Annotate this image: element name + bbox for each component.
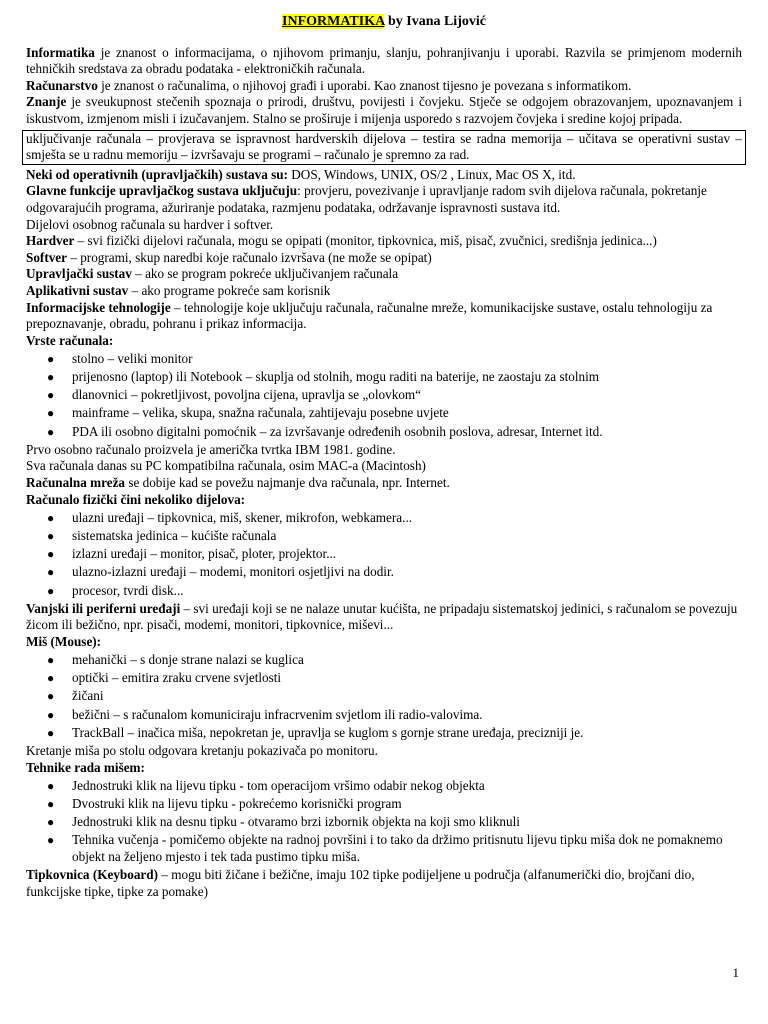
list-item-text: procesor, tvrdi disk...	[72, 582, 184, 598]
para-mreza	[26, 475, 742, 492]
list-item-text: sistematska jedinica – kućište računala	[72, 527, 277, 543]
list-item	[26, 405, 742, 422]
bullet-icon: ●	[47, 370, 55, 385]
title-main: INFORMATIKA	[282, 14, 385, 29]
definition: Dijelovi osobnog računala su hardver i softver.	[26, 216, 274, 232]
term: Neki od operativnih (upravljačkih) sustava su:	[26, 166, 288, 182]
bullet-icon: ●	[47, 833, 55, 848]
bullet-icon: ●	[47, 583, 55, 598]
para-tipkovnica	[26, 867, 742, 900]
list-dijelovi	[26, 510, 742, 599]
bullet-icon: ●	[47, 510, 55, 525]
heading-mis: Miš (Mouse):	[26, 633, 102, 649]
list-item	[26, 652, 742, 669]
term: Znanje	[26, 94, 67, 110]
list-item	[26, 670, 742, 687]
definition: – ako programe pokreće sam korisnik	[128, 282, 331, 298]
para-ibm	[26, 442, 742, 459]
term: Informatika	[26, 44, 95, 60]
bullet-icon: ●	[47, 547, 55, 562]
para-znanje	[26, 94, 742, 127]
term: Glavne funkcije upravljačkog sustava uključuju	[26, 183, 298, 199]
list-item	[26, 369, 742, 386]
bullet-icon: ●	[47, 671, 55, 686]
para-os-list	[26, 167, 742, 184]
term: Vanjski ili periferni uređaji	[26, 600, 181, 616]
term: Informacijske tehnologije	[26, 299, 171, 315]
definition: je znanost o računalima, o njihovoj građi i uporabi. Kao znanost tijesno je povezana s informatikom.	[97, 77, 632, 93]
para-os-functions	[26, 183, 742, 216]
definition: – svi uređaji koji se ne nalaze unutar kućišta, ne pripadaju sistematskoj jedinici, s računalom se povezuju žicom ili bežično, npr. pisači, modemi, monitori, tipkovnice, miševi...	[26, 600, 738, 633]
title-author: by Ivana Lijović	[387, 14, 486, 29]
heading-tehnike: Tehnike rada mišem:	[26, 759, 145, 775]
boot-sequence-box: uključivanje računala – provjerava se ispravnost hardverskih dijelova – testira se radna memorija – učitava se operativni sustav – smješta se u radnu memoriju – izvršavaju se programi – računalo je spremno za rad.	[22, 130, 746, 165]
bullet-icon: ●	[47, 424, 55, 439]
list-item	[26, 510, 742, 527]
list-item-text: ulazni uređaji – tipkovnica, miš, skener, mikrofon, webkamera...	[72, 509, 413, 525]
document-title	[26, 14, 742, 31]
term: Aplikativni sustav	[26, 282, 129, 298]
para-hardver	[26, 233, 742, 250]
term: Računalna mreža	[26, 475, 126, 490]
list-tehnike	[26, 778, 742, 866]
list-mis	[26, 652, 742, 741]
list-item	[26, 583, 742, 600]
bullet-icon: ●	[47, 725, 55, 740]
list-item	[26, 546, 742, 563]
para-upravljacki	[26, 266, 742, 283]
list-item-text: bežični – s računalom komuniciraju infracrvenim svjetlom ili radio-valovima.	[72, 706, 483, 722]
definition: Sva računala danas su PC kompatibilna računala, osim MAC-a (Macintosh)	[26, 458, 426, 474]
list-item-text: ulazno-izlazni uređaji – modemi, monitori osjetljivi na dodir.	[72, 564, 394, 580]
list-item	[26, 814, 742, 831]
list-item	[26, 796, 742, 813]
bullet-icon: ●	[47, 565, 55, 580]
definition: DOS, Windows, UNIX, OS/2 , Linux, Mac OS X, itd.	[287, 166, 576, 182]
definition: – programi, skup naredbi koje računalo izvršava (ne može se opipat)	[67, 249, 432, 265]
bullet-icon: ●	[47, 815, 55, 830]
definition: Prvo osobno računalo proizvela je američka tvrtka IBM 1981. godine.	[26, 441, 396, 457]
bullet-icon: ●	[47, 707, 55, 722]
list-item-text: mainframe – velika, skupa, snažna računala, zahtijevaju posebne uvjete	[72, 405, 449, 421]
list-item	[26, 778, 742, 795]
bullet-icon: ●	[47, 797, 55, 811]
list-vrste	[26, 351, 742, 440]
list-item-text: Tehnika vučenja - pomičemo objekte na radnoj površini i to tako da držimo pritisnutu lijevu tipku miša dok ne pomaknemo objekt na željeno mjesto i tek tada pustimo tipku miša.	[72, 832, 723, 864]
term: Tipkovnica (Keyboard)	[26, 867, 159, 883]
para-mis-kretanje: Kretanje miša po stolu odgovara kretanju pokazivača po monitoru.	[26, 743, 378, 759]
para-informatika	[26, 45, 742, 78]
definition: – mogu biti žičane i bežične, imaju 102 tipke podijeljene u područja (alfanumerički dio, brojčani dio, funkcijske tipke, tipke za pomake)	[26, 867, 695, 899]
list-item	[26, 351, 742, 368]
list-item	[26, 564, 742, 581]
definition: se dobije kad se povežu najmanje dva računala, npr. Internet.	[125, 475, 450, 490]
list-item-text: dlanovnici – pokretljivost, povoljna cijena, upravlja se „olovkom“	[72, 387, 422, 403]
list-item	[26, 688, 742, 705]
bullet-icon: ●	[47, 351, 55, 366]
term: Softver	[26, 249, 68, 265]
list-item	[26, 528, 742, 545]
para-softver	[26, 250, 742, 267]
para-it	[26, 300, 742, 333]
list-item-text: prijenosno (laptop) ili Notebook – skuplja od stolnih, mogu raditi na baterije, ne zaostaju za stolnim	[72, 369, 600, 385]
definition: – ako se program pokreće uključivanjem računala	[131, 266, 399, 282]
list-item-text: optički – emitira zraku crvene svjetlosti	[72, 670, 282, 686]
definition: je sveukupnost stečenih spoznaja o prirodi, društvu, povijesti i čovjeku. Stječe se odgojem obrazovanjem, upoznavanjem i iskustvom, izmjenom misli i izučavanjem. Stalno se proširuje i mijenja usporedo s razvojem čovjeka i sredine kojoj pripada.	[26, 94, 742, 126]
list-item-text: mehanički – s donje strane nalazi se kuglica	[72, 652, 304, 668]
para-parts	[26, 217, 742, 234]
list-item	[26, 832, 742, 865]
list-item-text: izlazni uređaji – monitor, pisač, ploter, projektor...	[72, 546, 337, 562]
bullet-icon: ●	[47, 653, 55, 668]
para-pc	[26, 458, 742, 475]
list-item-text: žičani	[72, 688, 104, 704]
bullet-icon: ●	[47, 388, 55, 403]
bullet-icon: ●	[47, 689, 55, 704]
list-item-text: Jednostruki klik na desnu tipku - otvaramo brzi izbornik objekta na koji smo kliknuli	[72, 814, 520, 830]
heading-vrste: Vrste računala:	[26, 332, 114, 348]
definition: : provjeru, povezivanje i upravljanje radom svih dijelova računala, pokretanje odgovarajućih programa, ažuriranje podataka, razmjenu podataka, održavanje ispravnosti sustava itd.	[26, 183, 707, 215]
list-item	[26, 387, 742, 404]
definition: – svi fizički dijelovi računala, mogu se opipati (monitor, tipkovnica, miš, pisač, zvučnici, središnja jedinica...)	[74, 233, 657, 249]
definition: – tehnologije koje uključuju računala, računalne mreže, komunikacijske sustave, ostalu tehnologiju za prepoznavanje, obradu, pohranu i prikaz informacija.	[26, 299, 713, 332]
list-item-text: Dvostruki klik na lijevu tipku - pokrećemo korisnički program	[72, 796, 402, 811]
list-item	[26, 707, 742, 724]
definition: je znanost o informacijama, o njihovom primanju, slanju, pohranjivanju i uporabi. Razvila se primjenom modernih tehničkih sredstava za obradu podataka - elektroničkih računala.	[26, 44, 742, 77]
bullet-icon: ●	[47, 778, 55, 793]
term: Hardver	[26, 233, 75, 249]
page-number: 1	[732, 965, 739, 980]
list-item-text: stolno – veliki monitor	[72, 350, 193, 366]
list-item-text: Jednostruki klik na lijevu tipku - tom operacijom vršimo odabir nekog objekta	[72, 777, 485, 793]
bullet-icon: ●	[47, 528, 55, 543]
para-aplikativni	[26, 283, 742, 300]
term: Upravljački sustav	[26, 266, 132, 282]
para-vanjski	[26, 601, 742, 634]
bullet-icon: ●	[47, 406, 55, 421]
document-page	[26, 14, 742, 900]
list-item-text: TrackBall – inačica miša, nepokretan je, upravlja se kuglom s gornje strane uređaja, precizniji je.	[72, 724, 584, 740]
list-item	[26, 424, 742, 441]
para-racunarstvo	[26, 78, 742, 95]
term: Računarstvo	[26, 77, 98, 93]
heading-dijelovi: Računalo fizički čini nekoliko dijelova:	[26, 491, 246, 507]
list-item-text: PDA ili osobno digitalni pomoćnik – za izvršavanje određenih osobnih poslova, adresar, Internet itd.	[72, 423, 603, 439]
list-item	[26, 725, 742, 742]
